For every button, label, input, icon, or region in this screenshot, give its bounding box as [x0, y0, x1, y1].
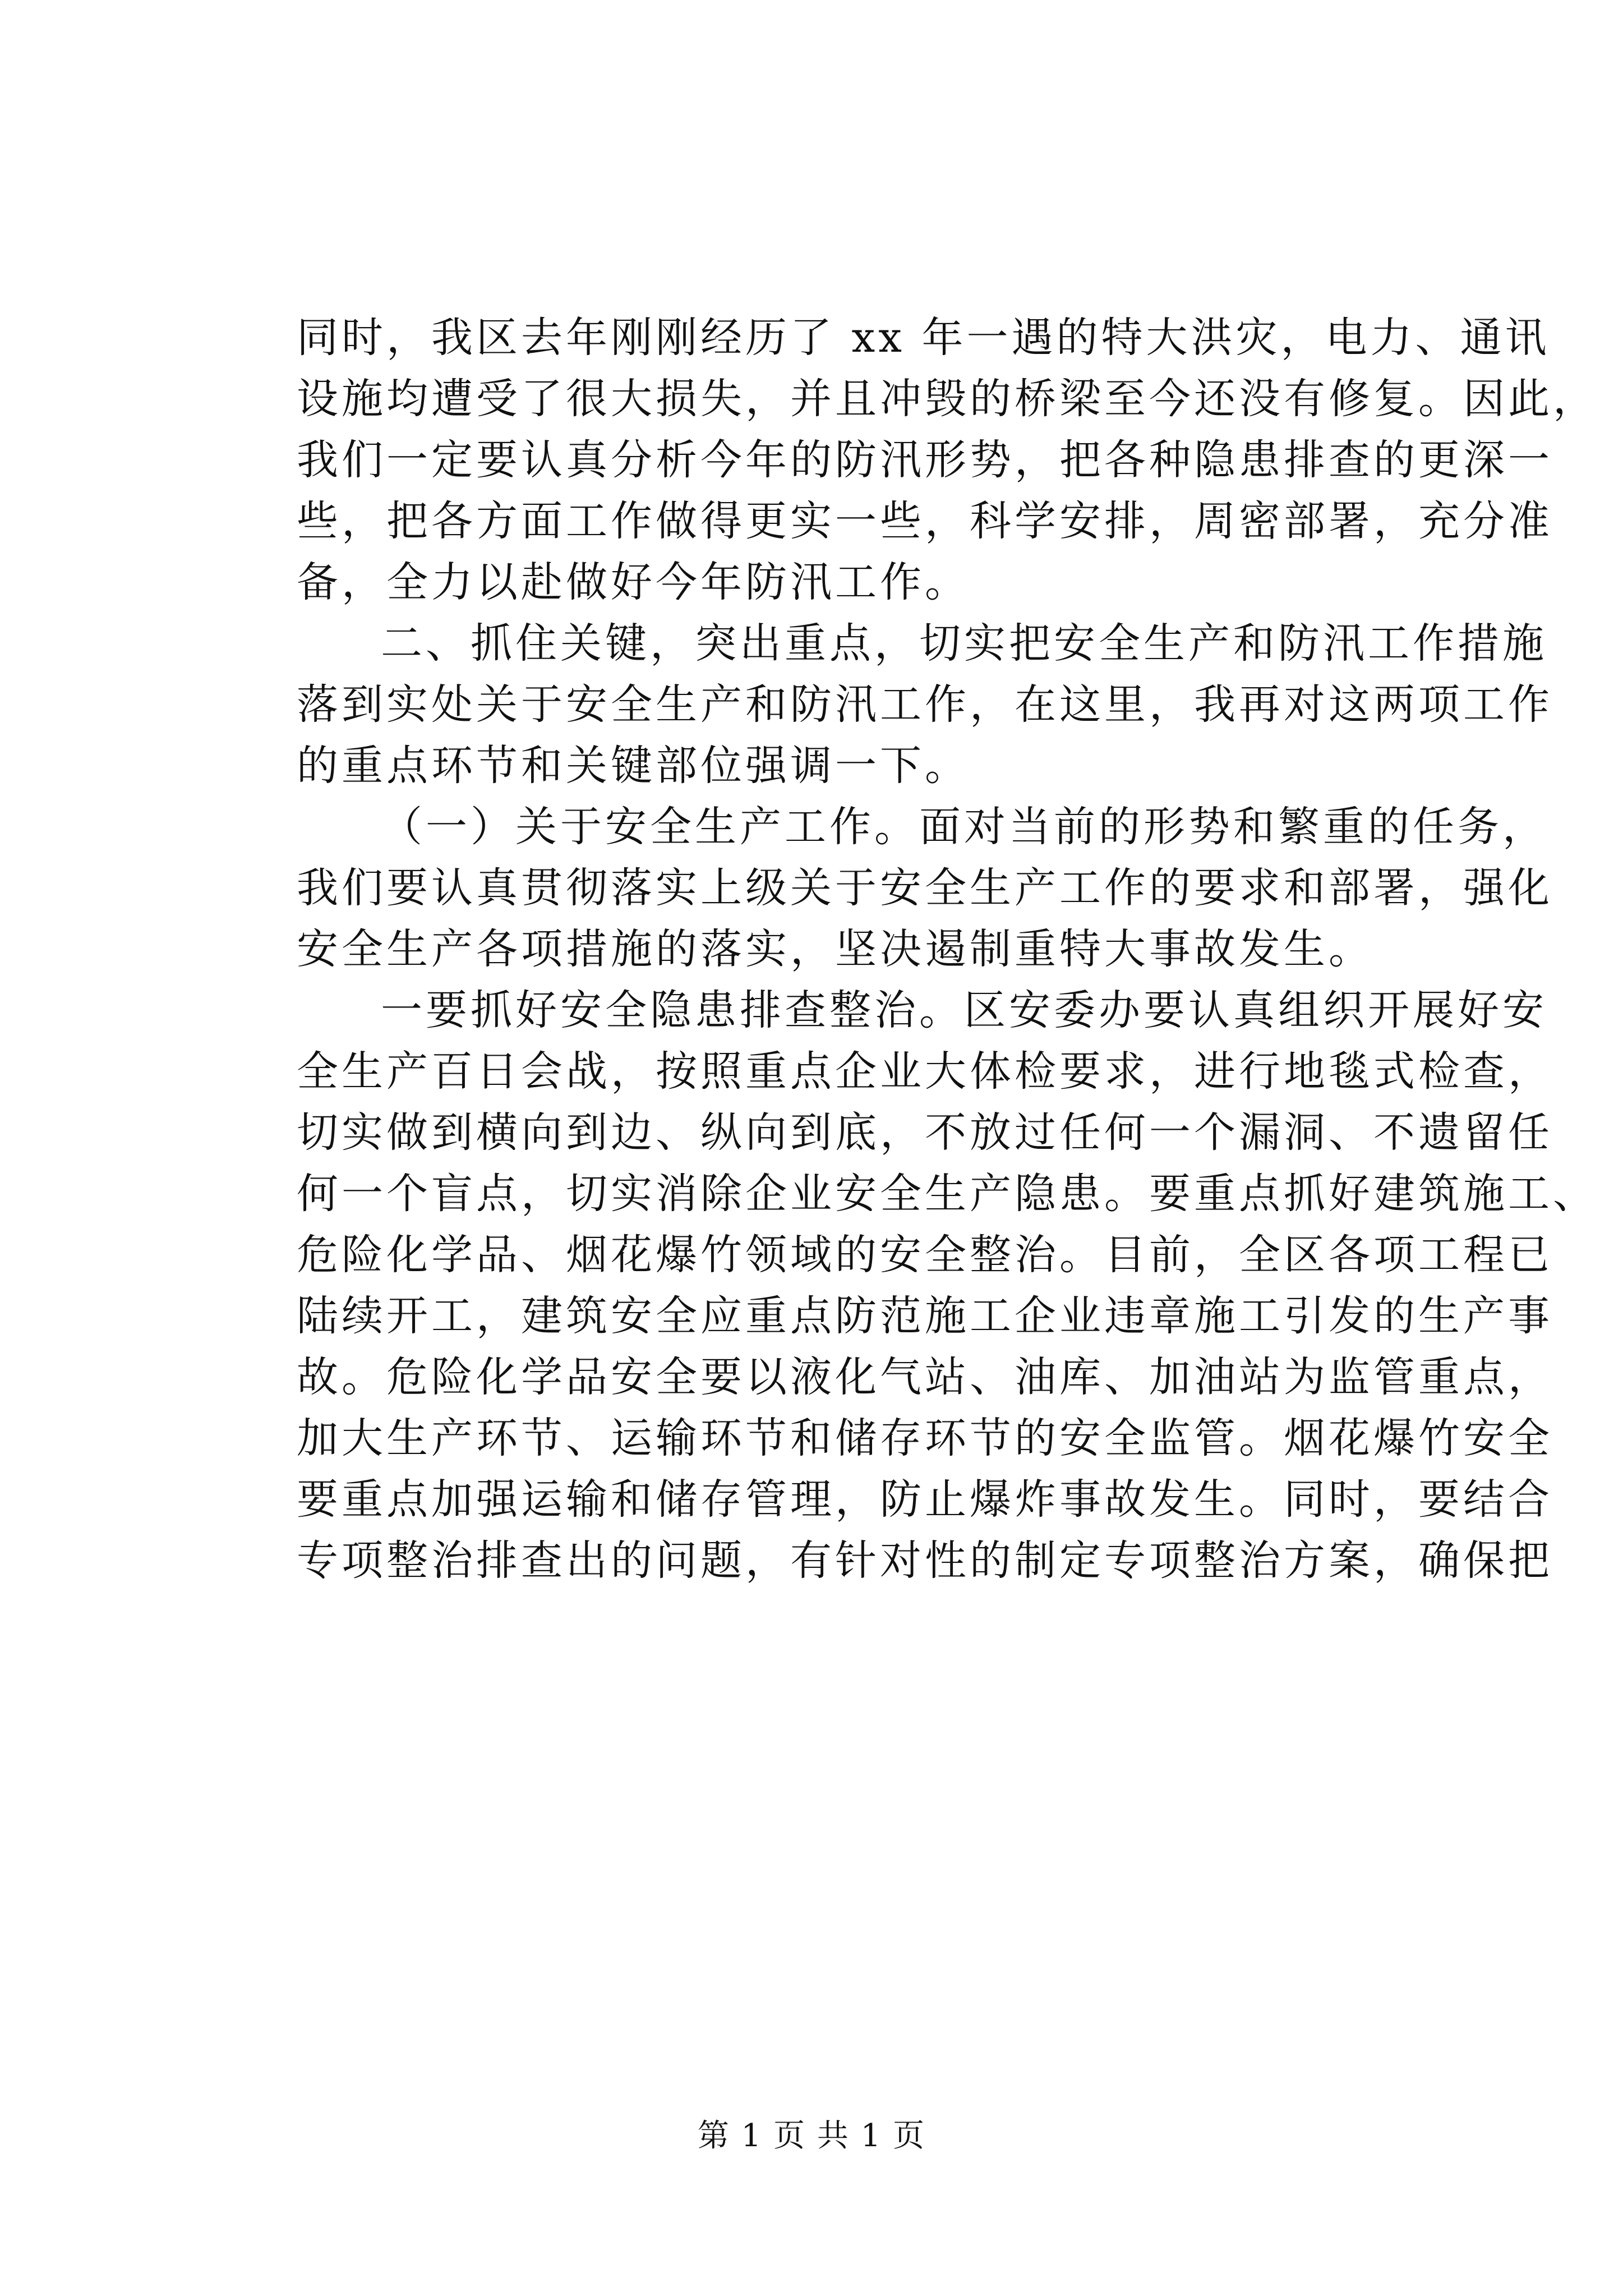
text-line: 全生产百日会战，按照重点企业大体检要求，进行地毯式检查， [297, 1047, 1553, 1096]
text-line: 切实做到横向到边、纵向到底，不放过任何一个漏洞、不遗留任 [297, 1108, 1553, 1157]
paragraph-start-line: （一）关于安全生产工作。面对当前的形势和繁重的任务， [381, 803, 1547, 851]
text-line: 危险化学品、烟花爆竹领域的安全整治。目前，全区各项工程已 [297, 1231, 1553, 1279]
text-line: 我们要认真贯彻落实上级关于安全生产工作的要求和部署，强化 [297, 864, 1553, 912]
text-line: 专项整治排查出的问题，有针对性的制定专项整治方案，确保把 [297, 1536, 1553, 1585]
text-line: 我们一定要认真分析今年的防汛形势，把各种隐患排查的更深一 [297, 436, 1553, 484]
text-line: 备，全力以赴做好今年防汛工作。 [297, 558, 970, 606]
text-line: 要重点加强运输和储存管理，防止爆炸事故发生。同时，要结合 [297, 1475, 1553, 1524]
text-line: 陆续开工，建筑安全应重点防范施工企业违章施工引发的生产事 [297, 1292, 1553, 1340]
page-footer: 第 1 页 共 1 页 [697, 2118, 926, 2154]
paragraph-start-line: 一要抓好安全隐患排查整治。区安委办要认真组织开展好安 [381, 986, 1547, 1034]
text-line: 落到实处关于安全生产和防汛工作，在这里，我再对这两项工作 [297, 680, 1553, 729]
text-line: 同时，我区去年刚刚经历了 xx 年一遇的特大洪灾，电力、通讯 [297, 314, 1550, 362]
document-body [297, 307, 1598, 1591]
text-line: 些，把各方面工作做得更实一些，科学安排，周密部署，充分准 [297, 497, 1553, 545]
text-line: 的重点环节和关键部位强调一下。 [297, 742, 970, 790]
text-line: 何一个盲点，切实消除企业安全生产隐患。要重点抓好建筑施工、 [297, 1170, 1598, 1218]
text-line: 故。危险化学品安全要以液化气站、油库、加油站为监管重点， [297, 1353, 1553, 1401]
text-line: 加大生产环节、运输环节和储存环节的安全监管。烟花爆竹安全 [297, 1414, 1553, 1462]
paragraph-start-line: 二、抓住关键，突出重点，切实把安全生产和防汛工作措施 [381, 619, 1547, 668]
text-line: 设施均遭受了很大损失，并且冲毁的桥梁至今还没有修复。因此， [297, 375, 1598, 423]
text-line: 安全生产各项措施的落实，坚决遏制重特大事故发生。 [297, 925, 1373, 973]
